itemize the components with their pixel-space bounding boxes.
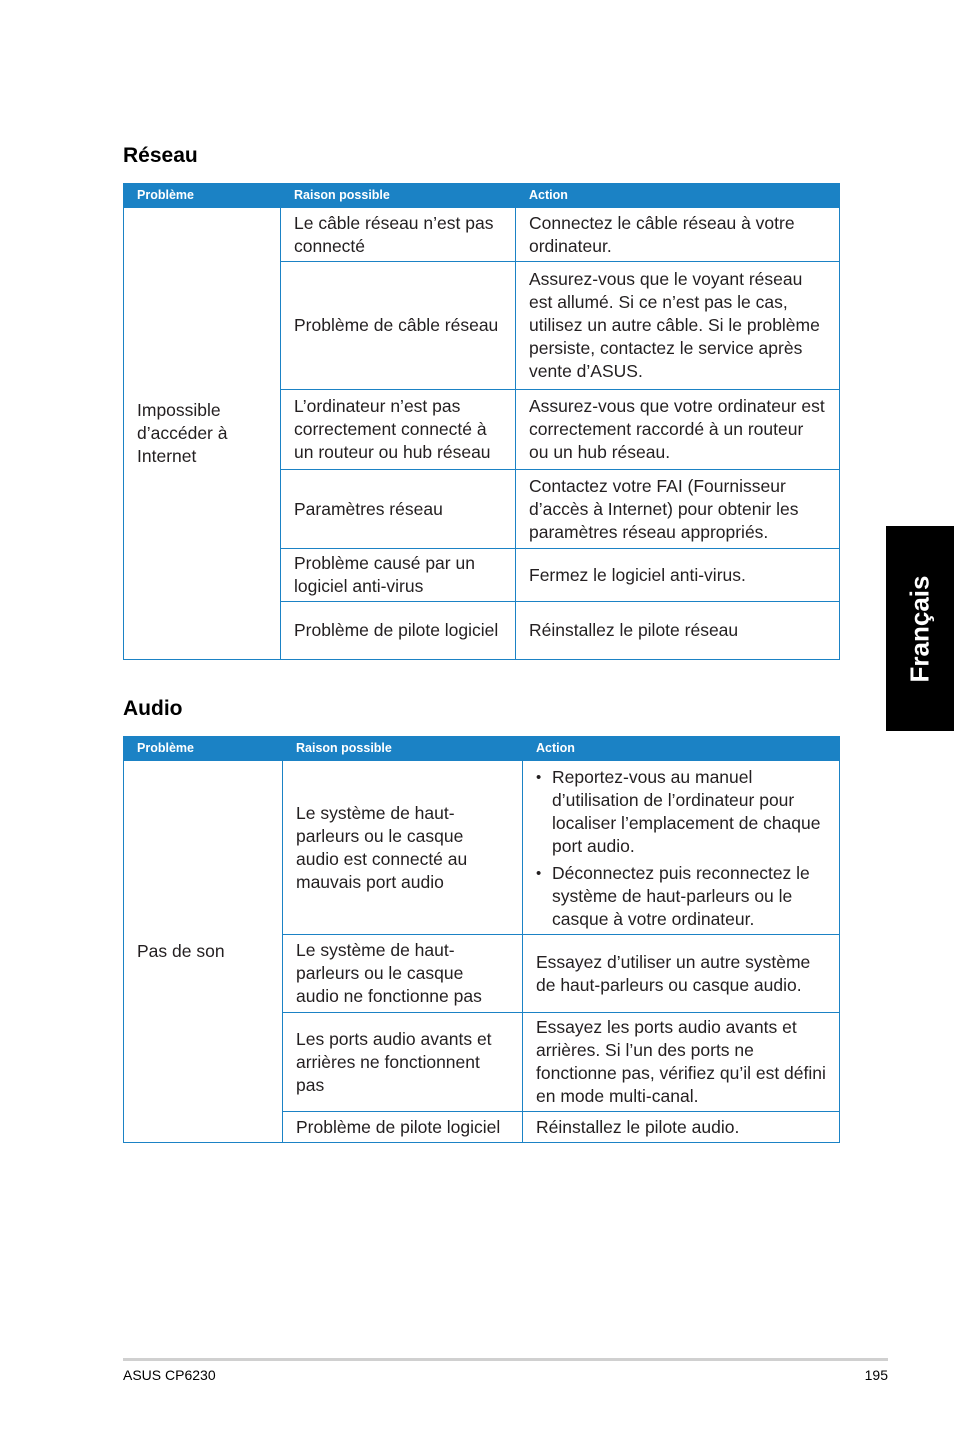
action-bullet-list [536,766,826,931]
footer-divider [123,1358,888,1361]
cause-cell: Problème de pilote logiciel [281,602,516,660]
action-cell: Connectez le câble réseau à votre ordinateur. [516,208,840,262]
header-action: Action [523,737,840,761]
table-row [124,761,840,935]
cause-cell: Le système de haut-parleurs ou le casque audio est connecté au mauvais port audio [283,761,523,935]
audio-troubleshooting-table [123,736,840,1143]
action-cell: Contactez votre FAI (Fournisseur d’accès à Internet) pour obtenir les paramètres réseau appropriés. [516,470,840,549]
section-title-network: Réseau [123,144,198,167]
header-cause: Raison possible [283,737,523,761]
action-cell: Réinstallez le pilote audio. [523,1112,840,1143]
table-header-row [124,737,840,761]
table-row [124,208,840,262]
cause-cell: Problème de pilote logiciel [283,1112,523,1143]
page-number: 195 [864,1367,888,1383]
action-bullet: • Déconnectez puis reconnectez le système de haut-parleurs ou le casque à votre ordinateur. [536,862,826,931]
problem-cell: Pas de son [124,761,283,1143]
action-cell [523,761,840,935]
header-problem: Problème [124,184,281,208]
action-cell: Assurez-vous que le voyant réseau est allumé. Si ce n’est pas le cas, utilisez un autre câble. Si le problème persiste, contactez le service après vente d’ASUS. [516,262,840,390]
cause-cell: Problème de câble réseau [281,262,516,390]
header-action: Action [516,184,840,208]
language-side-tab [886,526,954,731]
action-cell: Réinstallez le pilote réseau [516,602,840,660]
action-cell: Essayez les ports audio avants et arrières. Si l’un des ports ne fonctionne pas, vérifiez qu’il est défini en mode multi-canal. [523,1013,840,1112]
cause-cell: Paramètres réseau [281,470,516,549]
section-title-audio: Audio [123,697,183,720]
action-cell: Fermez le logiciel anti-virus. [516,549,840,602]
cause-cell: Le système de haut-parleurs ou le casque audio ne fonctionne pas [283,935,523,1013]
table-header-row [124,184,840,208]
network-troubleshooting-table [123,183,840,660]
problem-cell: Impossible d’accéder à Internet [124,208,281,660]
action-cell: Assurez-vous que votre ordinateur est correctement raccordé à un routeur ou un hub réseau. [516,390,840,470]
header-problem: Problème [124,737,283,761]
cause-cell: Le câble réseau n’est pas connecté [281,208,516,262]
cause-cell: L’ordinateur n’est pas correctement connecté à un routeur ou hub réseau [281,390,516,470]
action-bullet: • Reportez-vous au manuel d’utilisation de l’ordinateur pour localiser l’emplacement de chaque port audio. [536,766,826,858]
action-cell: Essayez d’utiliser un autre système de haut-parleurs ou casque audio. [523,935,840,1013]
cause-cell: Les ports audio avants et arrières ne fonctionnent pas [283,1013,523,1112]
language-label: Français [904,575,935,682]
cause-cell: Problème causé par un logiciel anti-virus [281,549,516,602]
header-cause: Raison possible [281,184,516,208]
footer-model: ASUS CP6230 [123,1367,216,1383]
